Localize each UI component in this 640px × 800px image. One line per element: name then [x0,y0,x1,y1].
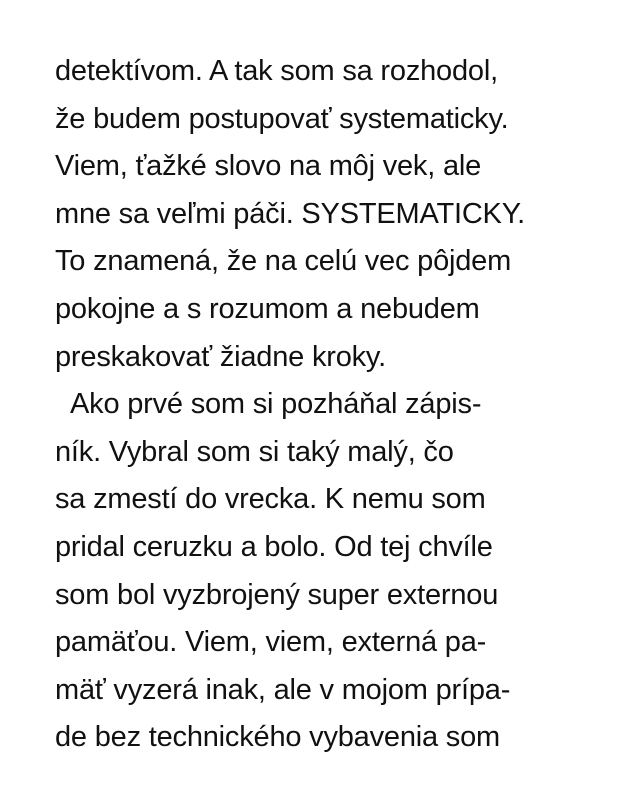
text-line: de bez technického vybavenia som [55,721,500,754]
text-line: To znamená, že na celú vec pôjdem [55,245,512,278]
text-line: Viem, ťažké slovo na môj vek, ale [55,150,482,183]
text-line: sa zmestí do vrecka. K nemu som [55,483,486,516]
text-line: mne sa veľmi páči. SYSTEMATICKY. [55,197,525,230]
text-line: detektívom. A tak som sa rozhodol, [55,55,498,87]
paragraph-start-line: Ako prvé som si pozháňal zápis- [70,388,482,421]
text-line: pamäťou. Viem, viem, externá pa- [55,626,487,659]
text-line: pokojne a s rozumom a nebudem [55,292,480,325]
body-text [55,48,615,762]
text-line: som bol vyzbrojený super externou [55,578,499,611]
text-line: ník. Vybral som si taký malý, čo [55,435,454,468]
text-line: pridal ceruzku a bolo. Od tej chvíle [55,530,493,563]
text-line: preskakovať žiadne kroky. [55,340,386,373]
text-line: mäť vyzerá inak, ale v mojom prípa- [55,673,511,706]
text-line: že budem postupovať systematicky. [55,102,509,135]
